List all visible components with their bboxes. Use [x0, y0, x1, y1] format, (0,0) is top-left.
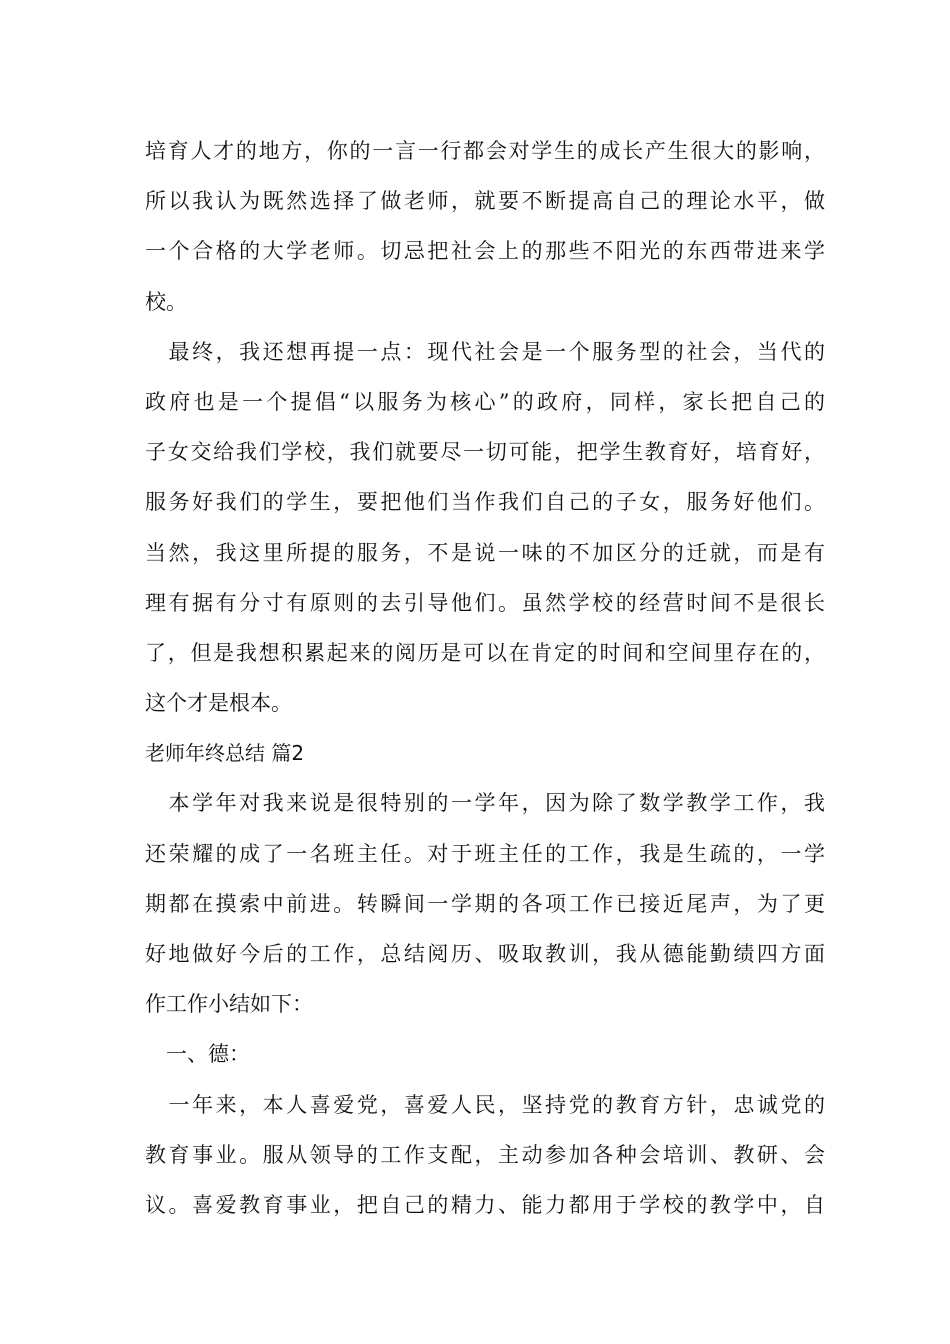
- text-line: 期都在摸索中前进。转瞬间一学期的各项工作已接近尾声，为了更: [145, 891, 825, 916]
- section-heading: 老师年终总结 篇2: [145, 741, 305, 766]
- text-line: 这个才是根本。: [145, 691, 292, 716]
- text-line: 理有据有分寸有原则的去引导他们。虽然学校的经营时间不是很长: [145, 590, 825, 615]
- text-line: 校。: [145, 289, 187, 314]
- text-line: 还荣耀的成了一名班主任。对于班主任的工作，我是生疏的，一学: [145, 841, 825, 866]
- text-line: 子女交给我们学校，我们就要尽一切可能，把学生教育好，培育好，: [145, 440, 825, 465]
- text-line: 政府也是一个提倡“以服务为核心”的政府，同样，家长把自己的: [145, 389, 825, 414]
- text-line: 最终，我还想再提一点：现代社会是一个服务型的社会，当代的: [145, 339, 825, 364]
- text-line: 培育人才的地方，你的一言一行都会对学生的成长产生很大的影响，: [145, 139, 825, 163]
- text-line: 作工作小结如下：: [145, 992, 313, 1017]
- text-line: 一年来，本人喜爱党，喜爱人民，坚持党的教育方针，忠诚党的: [145, 1092, 825, 1117]
- text-line: 教育事业。服从领导的工作支配，主动参加各种会培训、教研、会: [145, 1142, 825, 1167]
- text-line: 了，但是我想积累起来的阅历是可以在肯定的时间和空间里存在的，: [145, 640, 825, 665]
- text-line: 当然，我这里所提的服务，不是说一味的不加区分的迁就，而是有: [145, 540, 825, 565]
- text-line: 议。喜爱教育事业，把自己的精力、能力都用于学校的教学中，自: [145, 1192, 825, 1217]
- document-body: [145, 126, 825, 1230]
- text-line: 一、德：: [145, 1042, 250, 1067]
- text-line: 所以我认为既然选择了做老师，就要不断提高自己的理论水平，做: [145, 189, 825, 214]
- text-line: 本学年对我来说是很特别的一学年，因为除了数学教学工作，我: [145, 791, 825, 816]
- text-line: 好地做好今后的工作，总结阅历、吸取教训，我从德能勤绩四方面: [145, 942, 825, 966]
- text-line: 服务好我们的学生，要把他们当作我们自己的子女，服务好他们。: [145, 490, 825, 515]
- text-line: 一个合格的大学老师。切忌把社会上的那些不阳光的东西带进来学: [145, 239, 825, 264]
